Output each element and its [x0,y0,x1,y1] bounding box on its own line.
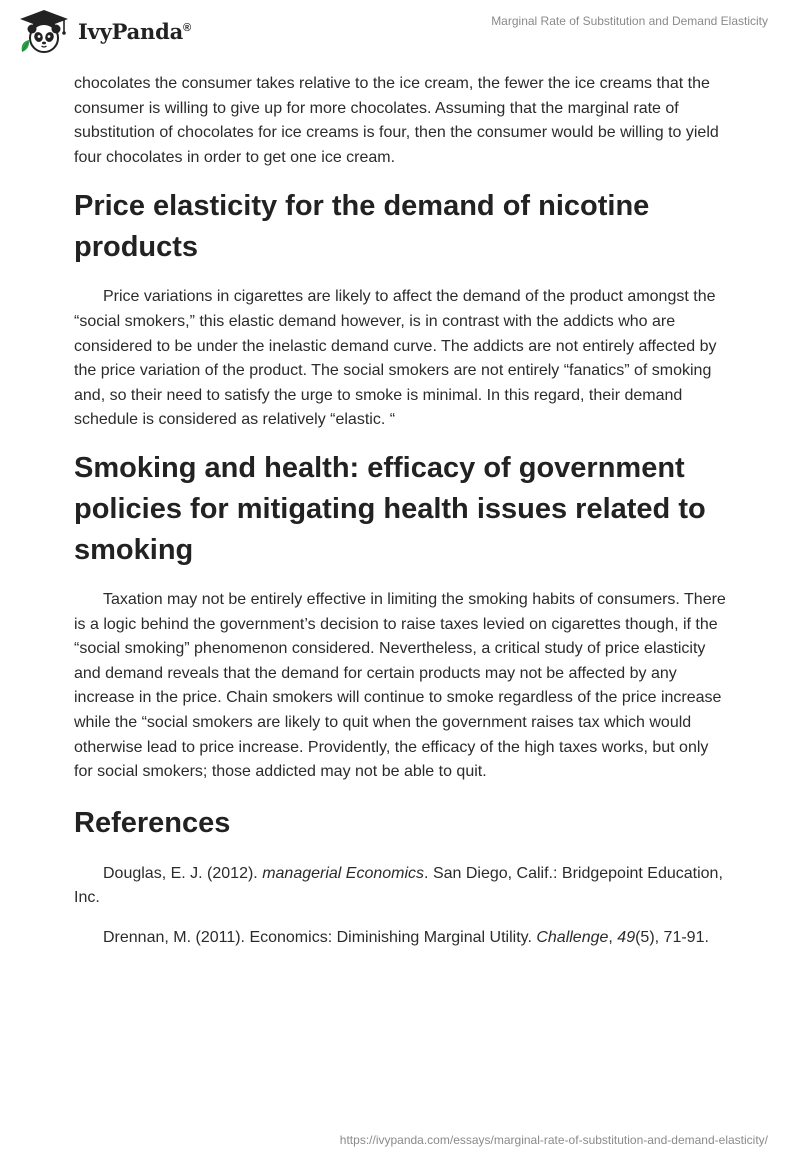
panda-graduate-icon [16,8,72,54]
reference-publisher: . San Diego, Calif.: Bridgepoint Education, Inc. [74,864,723,907]
running-title: Marginal Rate of Substitution and Demand Elasticity [491,14,768,28]
heading-smoking-health: Smoking and health: efficacy of government policies for mitigating health issues related to smoking [74,451,706,566]
footer-source-url[interactable]: https://ivypanda.com/essays/marginal-rate-of-substitution-and-demand-elasticity/ [339,1133,768,1147]
paragraph-smoking-health: Taxation may not be entirely effective in limiting the smoking habits of consumers. There is a logic behind the government’s decision to raise taxes levied on cigarettes though, if the “social smoking” phenomenon considered. Nevertheless, a critical study of price elasticity and demand reveals that the demand for certain products may not be affected by any increase in the price. Chain smokers will continue to smoke regardless of the price increase while the “social smokers are likely to quit when the government raises tax which would otherwise lead to price increase. Providently, the efficacy of the high taxes works, but only for social smokers; those addicted may not be able to quit. [74,590,726,781]
essay-content [74,70,730,950]
reference-journal: Challenge [536,928,609,946]
reference-separator: , [608,928,618,946]
heading-references: References [74,806,231,839]
reference-item [74,926,730,951]
reference-title: managerial Economics [262,864,425,882]
logo-wordmark: IvyPanda® [78,18,191,44]
reference-authors: Douglas, E. J. (2012). [103,864,263,882]
reference-authors: Drennan, M. (2011). Economics: Diminishing Marginal Utility. [103,928,537,946]
paragraph-price-elasticity: Price variations in cigarettes are likely to affect the demand of the product amongst the “social smokers,” this elastic demand however, is in contrast with the addicts who are considered to be under the inelastic demand curve. The addicts are not entirely affected by the price variation of the product. The social smokers are not entirely “fanatics” of smoking and, so their need to satisfy the urge to smoke is minimal. In this regard, their demand schedule is considered as relatively “elastic. “ [74,288,717,429]
page-header [0,0,800,70]
lead-paragraph: chocolates the consumer takes relative to the ice cream, the fewer the ice creams that the consumer is willing to give up for more chocolates. Assuming that the marginal rate of substitution of chocolates for ice creams is four, then the consumer would be willing to yield four chocolates in order to get one ice cream. [74,75,719,166]
heading-price-elasticity: Price elasticity for the demand of nicotine products [74,190,650,264]
reference-volume: 49 [617,928,636,946]
ivypanda-logo[interactable] [16,8,191,54]
reference-pages: (5), 71-91. [635,928,709,946]
reference-item [74,862,730,911]
